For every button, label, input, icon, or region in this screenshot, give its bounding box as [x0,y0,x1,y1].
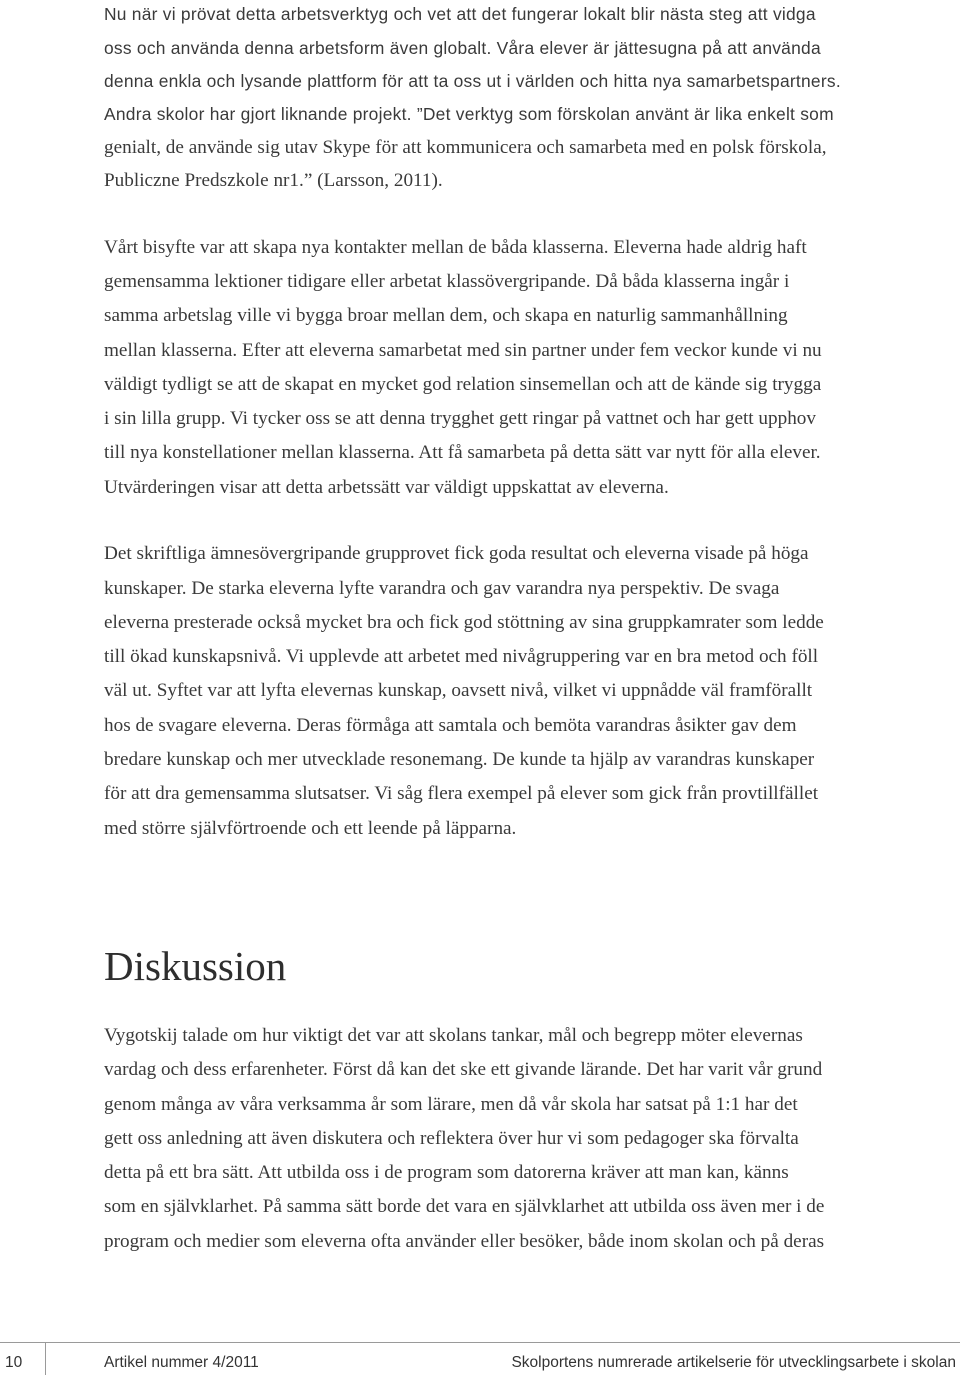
paragraph-3-line: till ökad kunskapsnivå. Vi upplevde att arbetet med nivågruppering var en bra metod och föll [104,646,819,667]
paragraph-2-line: väldigt tydligt se att de skapat en mycket god relation sinsemellan och att de kände sig trygga [104,374,822,395]
section-heading: Diskussion [104,943,287,989]
paragraph-3-line: hos de svagare eleverna. Deras förmåga att samtala och bemöta varandras åsikter gav dem [104,715,797,736]
section-paragraph-line: genom många av våra verksamma år som lärare, men då vår skola har satsat på 1:1 har det [104,1094,798,1115]
footer-rule [0,1342,960,1343]
paragraph-2-line: gemensamma lektioner tidigare eller arbetat klassövergripande. Då båda klasserna ingår i [104,271,790,292]
paragraph-3-line: med större självförtroende och ett leende på läpparna. [104,818,517,839]
section-paragraph-line: detta på ett bra sätt. Att utbilda oss i de program som datorerna kräver att man kan, känns [104,1162,789,1183]
section-paragraph-line: gett oss anledning att även diskutera och reflektera över hur vi som pedagoger ska förvalta [104,1128,799,1149]
paragraph-1-line: Publiczne Predszkole nr1.” (Larsson, 2011). [104,170,443,191]
paragraph-3-line: kunskaper. De starka eleverna lyfte varandra och gav varandra nya perspektiv. De svaga [104,578,780,599]
paragraph-1-line: genialt, de använde sig utav Skype för att kommunicera och samarbeta med en polsk förskola, [104,137,827,158]
paragraph-2-line: Utvärderingen visar att detta arbetssätt var väldigt uppskattat av eleverna. [104,477,669,498]
paragraph-3-line: bredare kunskap och mer utvecklade resonemang. De kunde ta hjälp av varandras kunskaper [104,749,815,770]
paragraph-2-line: till nya konstellationer mellan klasserna. Att få samarbeta på detta sätt var nytt för alla elever. [104,442,821,463]
paragraph-1-line: denna enkla och lysande plattform för att ta oss ut i världen och hitta nya samarbetspartners. [104,71,841,91]
paragraph-3-line: Det skriftliga ämnesövergripande grupprovet fick goda resultat och eleverna visade på höga [104,543,809,564]
paragraph-3-line: väl ut. Syftet var att lyfta elevernas kunskap, oavsett nivå, vilket vi uppnådde väl framförallt [104,680,813,701]
page-number: 10 [5,1354,23,1371]
quote-start: ”Det verktyg som förskolan använt är lika enkelt som [411,104,834,124]
paragraph-2-line: Vårt bisyfte var att skapa nya kontakter mellan de båda klasserna. Eleverna hade aldrig haft [104,237,807,258]
paragraph-1-line [104,102,834,127]
section-paragraph-line: Vygotskij talade om hur viktigt det var att skolans tankar, mål och begrepp möter elevernas [104,1025,803,1046]
paragraph-1-line: Nu när vi prövat detta arbetsverktyg och vet att det fungerar lokalt blir nästa steg att vidga [104,4,816,24]
paragraph-3-line: för att dra gemensamma slutsatser. Vi såg flera exempel på elever som gick från provtillfället [104,783,819,804]
footer-divider [45,1342,46,1375]
paragraph-1-text: Andra skolor har gjort liknande projekt. [104,104,412,124]
paragraph-1-line: oss och använda denna arbetsform även globalt. Våra elever är jättesugna på att använda [104,38,821,58]
section-paragraph-line: som en självklarhet. På samma sätt borde det vara en självklarhet att utbilda oss även mer i de [104,1196,825,1217]
paragraph-3-line: eleverna presterade också mycket bra och fick god stöttning av sina gruppkamrater som ledde [104,612,824,633]
paragraph-2-line: samma arbetslag ville vi bygga broar mellan dem, och skapa en naturlig sammanhållning [104,305,788,326]
paragraph-2-line: mellan klasserna. Efter att eleverna samarbetat med sin partner under fem veckor kunde vi nu [104,340,822,361]
paragraph-2-line: i sin lilla grupp. Vi tycker oss se att denna trygghet gett ringar på vattnet och har gett upphov [104,408,816,429]
section-paragraph-line: vardag och dess erfarenheter. Först då kan det ske ett givande lärande. Det har varit vår grund [104,1059,823,1080]
footer-series-title: Skolportens numrerade artikelserie för utvecklingsarbete i skolan [511,1354,956,1371]
footer-article-number: Artikel nummer 4/2011 [104,1354,259,1371]
section-paragraph-line: program och medier som eleverna ofta använder eller besöker, både inom skolan och på deras [104,1231,825,1252]
